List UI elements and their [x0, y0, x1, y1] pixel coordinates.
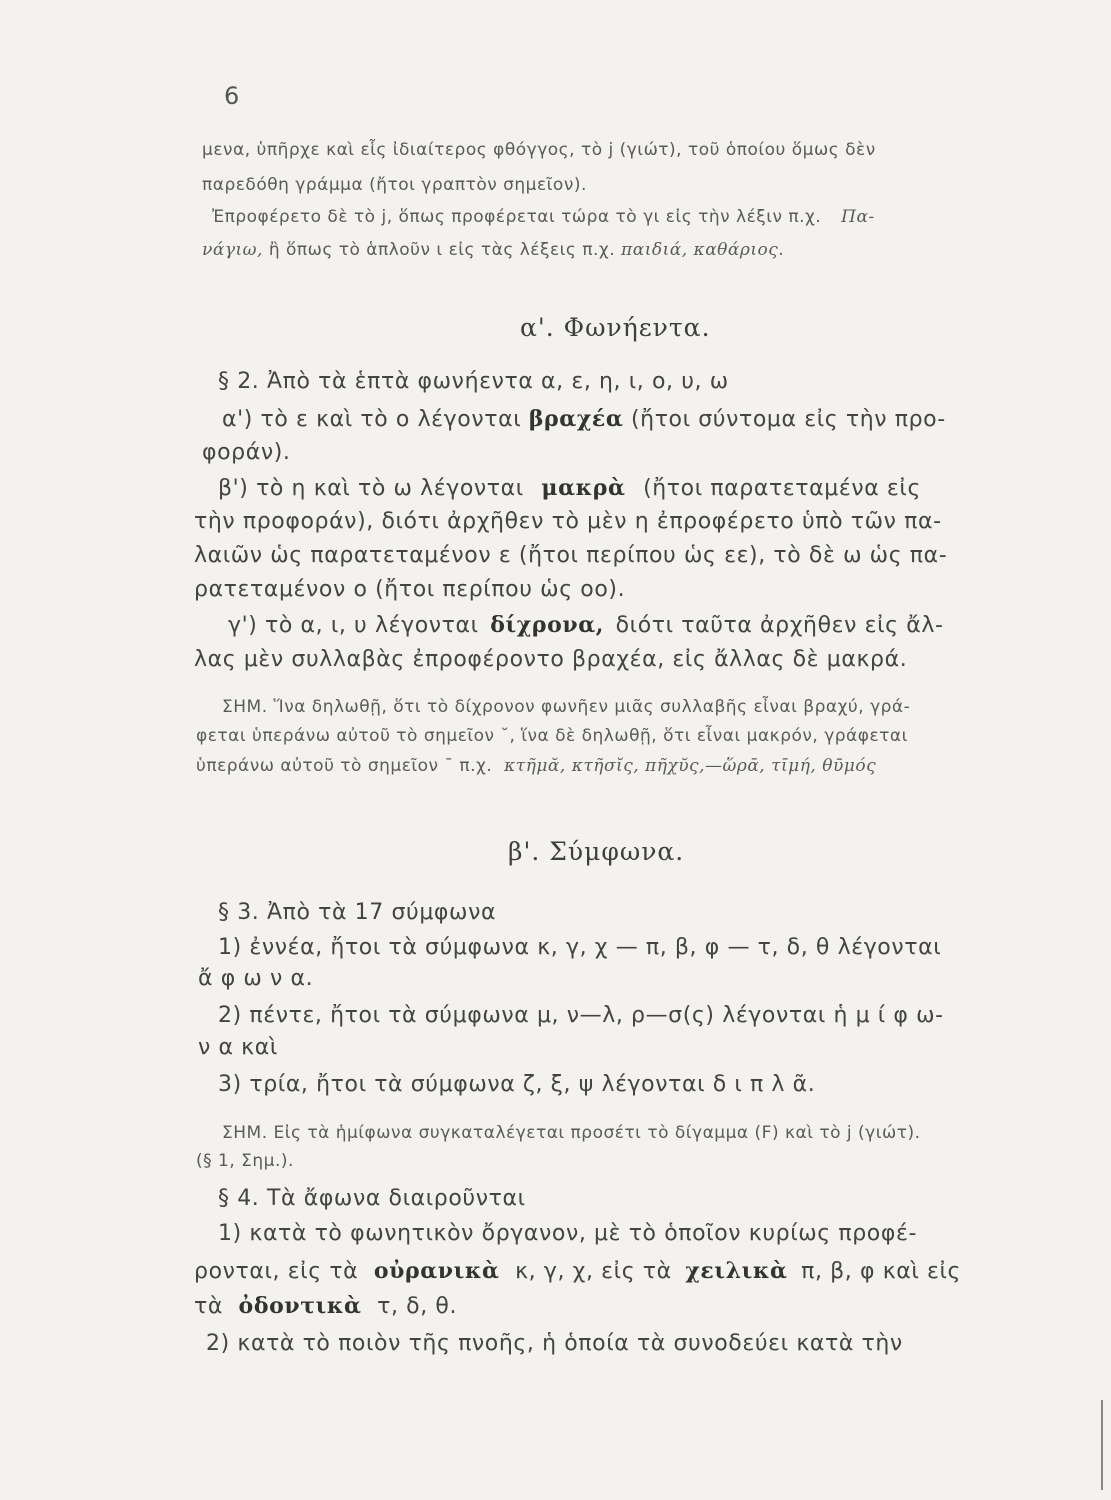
paragraph-2-text: Ἀπὸ τὰ ἑπτὰ φωνήεντα α, ε, η, ι, ο, υ, ω	[266, 369, 729, 394]
item-4-1-line-3	[194, 1293, 457, 1319]
note-1-line-3	[196, 756, 876, 776]
note-1-examples: κτῆμᾰ, κτῆσῐς, πῆχῠς,—ὥρᾱ, τῑμή, θῡμός	[504, 756, 877, 776]
intro-line-3-text: Ἐπροφέρετο δὲ τὸ j, ὅπως προφέρεται τώρα τὸ γι εἰς τὴν λέξιν π.χ.	[212, 207, 822, 227]
note-2-line-1: ΣΗΜ. Εἰς τὰ ἡμίφωνα συγκαταλέγεται προσέτι τὸ δίγαμμα (F) καὶ τὸ j (γιώτ).	[222, 1123, 921, 1143]
item-4-1-text-5: τ, δ, θ.	[377, 1294, 458, 1319]
item-b-line-2: τὴν προφοράν), διότι ἀρχῆθεν τὸ μὲν η ἐπροφέρετο ὑπὸ τῶν πα-	[194, 509, 942, 534]
note-1-line-1: ΣΗΜ. Ἵνα δηλωθῇ, ὅτι τὸ δίχρονον φωνῆεν μιᾶς συλλαβῆς εἶναι βραχύ, γρά-	[222, 697, 911, 717]
paragraph-3-text: Ἀπὸ τὰ 17 σύμφωνα	[266, 900, 497, 925]
paragraph-4-number: § 4.	[218, 1186, 260, 1211]
item-a-line-2: φοράν).	[202, 440, 291, 465]
intro-line-4	[202, 240, 784, 260]
intro-line-4-text: ἢ ὅπως τὸ ἁπλοῦν ι εἰς τὰς λέξεις π.χ.	[268, 240, 616, 260]
item-a-text: α') τὸ ε καὶ τὸ ο λέγονται	[222, 407, 522, 432]
item-4-1-line-1: 1) κατὰ τὸ φωνητικὸν ὄργανον, μὲ τὸ ὁποῖον κυρίως προφέ-	[218, 1221, 917, 1246]
page-number: 6	[224, 82, 240, 110]
intro-line-3-italic: Πα-	[841, 207, 875, 227]
item-4-1-text-3: π, β, φ καὶ εἰς	[801, 1259, 962, 1284]
item-2-line-2: ν α καὶ	[198, 1035, 278, 1060]
item-b-text: β') τὸ η καὶ τὸ ω λέγονται	[218, 476, 524, 501]
intro-line-4-italic-b: παιδιά, καθάριος.	[621, 240, 785, 260]
paragraph-3-number: § 3.	[218, 900, 260, 925]
item-c-line-2: λας μὲν συλλαβὰς ἐπροφέροντο βραχέα, εἰς ἄλλας δὲ μακρά.	[194, 647, 908, 672]
intro-line-4-italic-a: νάγιω,	[202, 240, 263, 260]
section-b-heading: β'. Σύμφωνα.	[508, 837, 685, 866]
item-1-line-1: 1) ἐννέα, ἤτοι τὰ σύμφωνα κ, γ, χ — π, β, φ — τ, δ, θ λέγονται	[218, 935, 942, 960]
item-b-line-3: λαιῶν ὡς παρατεταμένον ε (ἤτοι περίπου ὡς εε), τὸ δὲ ω ὡς πα-	[194, 543, 948, 568]
item-c-line-1	[228, 612, 944, 638]
item-3-line: 3) τρία, ἤτοι τὰ σύμφωνα ζ, ξ, ψ λέγονται δ ι π λ ᾶ.	[218, 1072, 816, 1097]
item-4-2-line-1: 2) κατὰ τὸ ποιὸν τῆς πνοῆς, ἡ ὁποία τὰ συνοδεύει κατὰ τὴν	[206, 1331, 903, 1356]
note-2-line-2: (§ 1, Σημ.).	[196, 1151, 294, 1171]
item-a-text-2: (ἤτοι σύντομα εἰς τὴν προ-	[630, 407, 946, 432]
intro-line-2: παρεδόθη γράμμα (ἤτοι γραπτὸν σημεῖον).	[202, 175, 587, 195]
paragraph-2-number: § 2.	[218, 369, 260, 394]
intro-line-3	[212, 207, 875, 227]
note-1-text: ὑπεράνω αὐτοῦ τὸ σημεῖον ¯ π.χ.	[196, 756, 493, 776]
paragraph-4-text: Τὰ ἄφωνα διαιροῦνται	[266, 1186, 526, 1211]
term-odontika: ὀδοντικὰ	[238, 1293, 362, 1319]
item-4-1-line-2	[194, 1258, 961, 1284]
item-c-text-2: διότι ταῦτα ἀρχῆθεν εἰς ἄλ-	[615, 613, 944, 638]
paragraph-2-line	[218, 369, 729, 394]
item-b-text-2: (ἤτοι παρατεταμένα εἰς	[643, 476, 921, 501]
intro-line-1: μενα, ὑπῆρχε καὶ εἷς ἰδιαίτερος φθόγγος, τὸ j (γιώτ), τοῦ ὁποίου ὅμως δὲν	[202, 140, 876, 160]
item-1-line-2: ἄ φ ω ν α.	[198, 966, 314, 991]
item-4-1-text-4: τὰ	[194, 1294, 223, 1319]
item-2-line-1: 2) πέντε, ἤτοι τὰ σύμφωνα μ, ν—λ, ρ—σ(ς) λέγονται ἡ μ ί φ ω-	[218, 1003, 944, 1028]
paragraph-4-line	[218, 1186, 526, 1211]
term-makra: μακρὰ	[541, 475, 626, 501]
paragraph-3-line	[218, 900, 496, 925]
item-4-1-text: ρονται, εἰς τὰ	[194, 1259, 359, 1284]
term-vrachea: βραχέα	[528, 406, 624, 432]
term-ouranika: οὐρανικὰ	[373, 1258, 500, 1284]
page-edge-mark	[1101, 1400, 1103, 1490]
item-a-line-1	[222, 406, 946, 432]
item-b-line-4: ρατεταμένον ο (ἤτοι περίπου ὡς οο).	[194, 577, 626, 602]
section-a-heading: α'. Φωνήεντα.	[520, 313, 711, 342]
term-cheilika: χειλικὰ	[685, 1258, 788, 1284]
term-dichrona: δίχρονα,	[490, 612, 604, 638]
item-4-1-text-2: κ, γ, χ, εἰς τὰ	[515, 1259, 672, 1284]
note-1-line-2: φεται ὑπεράνω αὐτοῦ τὸ σημεῖον ˘, ἵνα δὲ δηλωθῇ, ὅτι εἶναι μακρόν, γράφεται	[196, 726, 908, 746]
item-b-line-1	[218, 475, 921, 501]
item-c-text: γ') τὸ α, ι, υ λέγονται	[228, 613, 479, 638]
